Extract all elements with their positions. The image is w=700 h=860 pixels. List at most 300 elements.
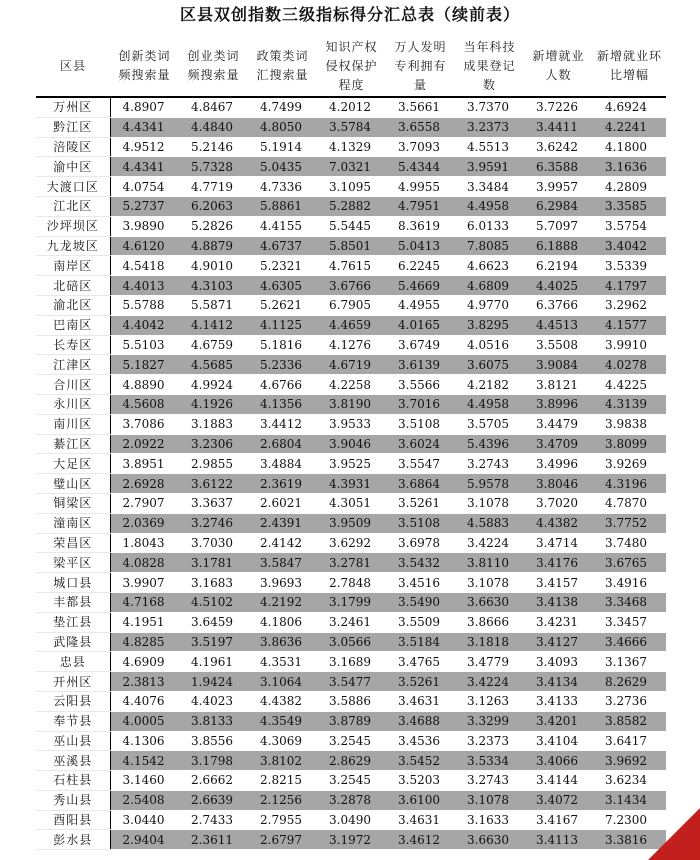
score-cell: 3.7480	[593, 533, 666, 553]
score-cell: 3.9910	[593, 335, 666, 355]
score-cell: 3.9693	[248, 573, 317, 593]
district-name-cell: 梁平区	[36, 553, 110, 573]
score-cell: 3.6100	[386, 790, 455, 810]
score-cell: 7.2300	[593, 810, 666, 830]
score-cell: 3.9907	[110, 573, 179, 593]
score-cell: 5.0435	[248, 157, 317, 177]
score-cell: 4.6305	[248, 276, 317, 296]
table-row	[36, 236, 666, 256]
table-row	[36, 632, 666, 652]
score-cell: 3.5477	[317, 672, 386, 692]
score-cell: 4.0165	[386, 315, 455, 335]
score-cell: 4.4155	[248, 216, 317, 236]
score-cell: 3.8046	[524, 474, 593, 494]
score-cell: 4.4013	[110, 276, 179, 296]
score-cell: 6.2984	[524, 196, 593, 216]
table-row	[36, 731, 666, 751]
score-cell: 3.2746	[179, 513, 248, 533]
score-cell: 3.9509	[317, 513, 386, 533]
score-cell: 3.5334	[455, 751, 524, 771]
score-cell: 3.5184	[386, 632, 455, 652]
district-name-cell: 大足区	[36, 454, 110, 474]
score-cell: 3.6558	[386, 117, 455, 137]
score-cell: 4.1329	[317, 137, 386, 157]
score-cell: 3.2545	[317, 771, 386, 791]
table-row	[36, 216, 666, 236]
table-row	[36, 454, 666, 474]
table-row	[36, 375, 666, 395]
score-cell: 4.7951	[386, 196, 455, 216]
table-row	[36, 612, 666, 632]
score-cell: 5.0413	[386, 236, 455, 256]
score-cell: 1.9424	[179, 672, 248, 692]
score-cell: 3.5661	[386, 97, 455, 117]
table-row	[36, 810, 666, 830]
header-patents-per-10k: 万人发明专利拥有量	[386, 36, 455, 97]
score-cell: 3.0490	[317, 810, 386, 830]
score-cell: 3.4127	[524, 632, 593, 652]
score-cell: 3.4412	[248, 414, 317, 434]
score-cell: 3.1263	[455, 691, 524, 711]
score-cell: 3.3299	[455, 711, 524, 731]
district-name-cell: 巫山县	[36, 731, 110, 751]
score-cell: 3.7093	[386, 137, 455, 157]
score-cell: 4.8907	[110, 97, 179, 117]
score-cell: 4.7168	[110, 592, 179, 612]
score-cell: 4.6120	[110, 236, 179, 256]
score-cell: 3.4104	[524, 731, 593, 751]
score-cell: 3.8582	[593, 711, 666, 731]
score-cell: 6.1888	[524, 236, 593, 256]
table-row	[36, 117, 666, 137]
score-cell: 3.2962	[593, 295, 666, 315]
district-name-cell: 綦江区	[36, 434, 110, 454]
score-cell: 4.3931	[317, 474, 386, 494]
table-row	[36, 414, 666, 434]
district-name-cell: 黔江区	[36, 117, 110, 137]
score-cell: 3.6075	[455, 355, 524, 375]
score-cell: 4.4513	[524, 315, 593, 335]
score-cell: 3.3816	[593, 830, 666, 850]
score-cell: 5.9578	[455, 474, 524, 494]
score-cell: 4.9955	[386, 177, 455, 197]
district-name-cell: 铜梁区	[36, 493, 110, 513]
score-cell: 4.9924	[179, 375, 248, 395]
score-cell: 5.2146	[179, 137, 248, 157]
score-cell: 8.3619	[386, 216, 455, 236]
table-row	[36, 751, 666, 771]
score-cell: 3.8666	[455, 612, 524, 632]
score-cell: 4.1577	[593, 315, 666, 335]
table-row	[36, 97, 666, 117]
table-row	[36, 691, 666, 711]
score-cell: 3.4093	[524, 652, 593, 672]
district-name-cell: 永川区	[36, 394, 110, 414]
score-cell: 4.4023	[179, 691, 248, 711]
score-cell: 3.6459	[179, 612, 248, 632]
score-cell: 3.5847	[248, 553, 317, 573]
score-cell: 3.4996	[524, 454, 593, 474]
district-name-cell: 潼南区	[36, 513, 110, 533]
score-cell: 3.8951	[110, 454, 179, 474]
score-table	[36, 36, 666, 850]
score-cell: 3.3457	[593, 612, 666, 632]
table-row	[36, 533, 666, 553]
score-cell: 3.1367	[593, 652, 666, 672]
score-cell: 4.4042	[110, 315, 179, 335]
score-cell: 2.7907	[110, 493, 179, 513]
score-cell: 4.6623	[455, 256, 524, 276]
score-cell: 4.4025	[524, 276, 593, 296]
score-cell: 3.5784	[317, 117, 386, 137]
score-cell: 5.2336	[248, 355, 317, 375]
score-cell: 3.9084	[524, 355, 593, 375]
score-cell: 4.8467	[179, 97, 248, 117]
score-cell: 3.5705	[455, 414, 524, 434]
table-header-row	[36, 36, 666, 97]
score-cell: 3.5261	[386, 672, 455, 692]
score-cell: 4.5102	[179, 592, 248, 612]
table-row	[36, 355, 666, 375]
score-cell: 4.2192	[248, 592, 317, 612]
score-cell: 2.5408	[110, 790, 179, 810]
score-cell: 3.5339	[593, 256, 666, 276]
score-cell: 3.4536	[386, 731, 455, 751]
table-row	[36, 711, 666, 731]
score-cell: 3.9046	[317, 434, 386, 454]
score-cell: 5.2737	[110, 196, 179, 216]
score-cell: 3.4709	[524, 434, 593, 454]
table-row	[36, 196, 666, 216]
table-row	[36, 137, 666, 157]
score-cell: 3.1781	[179, 553, 248, 573]
score-cell: 3.1095	[317, 177, 386, 197]
score-cell: 3.6139	[386, 355, 455, 375]
corner-decoration	[648, 808, 700, 860]
score-cell: 6.0133	[455, 216, 524, 236]
score-cell: 3.1460	[110, 771, 179, 791]
score-cell: 3.5197	[179, 632, 248, 652]
score-cell: 4.9770	[455, 295, 524, 315]
score-cell: 3.8295	[455, 315, 524, 335]
table-row	[36, 335, 666, 355]
score-cell: 3.4066	[524, 751, 593, 771]
score-cell: 3.5754	[593, 216, 666, 236]
score-cell: 6.3588	[524, 157, 593, 177]
table-row	[36, 256, 666, 276]
district-name-cell: 巴南区	[36, 315, 110, 335]
score-cell: 4.1800	[593, 137, 666, 157]
table-row	[36, 592, 666, 612]
district-name-cell: 涪陵区	[36, 137, 110, 157]
score-cell: 7.0321	[317, 157, 386, 177]
table-row	[36, 177, 666, 197]
score-cell: 3.4631	[386, 691, 455, 711]
table-row	[36, 394, 666, 414]
score-cell: 6.2245	[386, 256, 455, 276]
district-name-cell: 武隆县	[36, 632, 110, 652]
score-cell: 6.3766	[524, 295, 593, 315]
score-cell: 3.4144	[524, 771, 593, 791]
score-cell: 2.6639	[179, 790, 248, 810]
score-cell: 3.1689	[317, 652, 386, 672]
score-cell: 2.4391	[248, 513, 317, 533]
score-cell: 4.4659	[317, 315, 386, 335]
header-new-employment: 新增就业人数	[524, 36, 593, 97]
district-name-cell: 渝中区	[36, 157, 110, 177]
score-cell: 3.2373	[455, 117, 524, 137]
score-cell: 4.3103	[179, 276, 248, 296]
score-cell: 2.0922	[110, 434, 179, 454]
score-cell: 3.5508	[524, 335, 593, 355]
district-name-cell: 云阳县	[36, 691, 110, 711]
district-name-cell: 巫溪县	[36, 751, 110, 771]
score-cell: 4.6909	[110, 652, 179, 672]
score-cell: 8.2629	[593, 672, 666, 692]
score-table-container	[36, 36, 664, 850]
score-cell: 4.2809	[593, 177, 666, 197]
score-cell: 4.1306	[110, 731, 179, 751]
score-cell: 3.8636	[248, 632, 317, 652]
score-cell: 4.2258	[317, 375, 386, 395]
score-cell: 3.4612	[386, 830, 455, 850]
district-name-cell: 江津区	[36, 355, 110, 375]
score-cell: 4.6737	[248, 236, 317, 256]
table-row	[36, 771, 666, 791]
score-cell: 3.1434	[593, 790, 666, 810]
header-sci-tech-results: 当年科技成果登记数	[455, 36, 524, 97]
score-cell: 3.4516	[386, 573, 455, 593]
score-cell: 4.2182	[455, 375, 524, 395]
score-cell: 3.2373	[455, 731, 524, 751]
score-cell: 3.5566	[386, 375, 455, 395]
score-cell: 2.4142	[248, 533, 317, 553]
score-cell: 3.6024	[386, 434, 455, 454]
score-cell: 3.0440	[110, 810, 179, 830]
score-cell: 5.1816	[248, 335, 317, 355]
score-cell: 4.4958	[455, 196, 524, 216]
district-name-cell: 南岸区	[36, 256, 110, 276]
district-name-cell: 忠县	[36, 652, 110, 672]
table-row	[36, 790, 666, 810]
table-row	[36, 474, 666, 494]
score-cell: 3.2743	[455, 454, 524, 474]
score-cell: 4.0516	[455, 335, 524, 355]
score-cell: 3.6417	[593, 731, 666, 751]
score-cell: 3.4916	[593, 573, 666, 593]
score-cell: 4.2241	[593, 117, 666, 137]
table-row	[36, 513, 666, 533]
score-cell: 4.3069	[248, 731, 317, 751]
table-row	[36, 434, 666, 454]
score-cell: 3.1798	[179, 751, 248, 771]
score-cell: 5.4344	[386, 157, 455, 177]
score-cell: 5.5871	[179, 295, 248, 315]
table-row	[36, 276, 666, 296]
score-cell: 3.4231	[524, 612, 593, 632]
district-name-cell: 合川区	[36, 375, 110, 395]
score-cell: 3.1818	[455, 632, 524, 652]
score-cell: 3.6864	[386, 474, 455, 494]
header-policy-search: 政策类词汇搜索量	[248, 36, 317, 97]
score-cell: 4.1125	[248, 315, 317, 335]
score-cell: 5.2621	[248, 295, 317, 315]
score-cell: 3.2781	[317, 553, 386, 573]
score-cell: 4.3196	[593, 474, 666, 494]
score-cell: 4.6719	[317, 355, 386, 375]
score-cell: 5.2882	[317, 196, 386, 216]
district-name-cell: 垫江县	[36, 612, 110, 632]
score-cell: 2.7433	[179, 810, 248, 830]
score-cell: 3.6292	[317, 533, 386, 553]
score-cell: 4.2012	[317, 97, 386, 117]
score-cell: 3.1636	[593, 157, 666, 177]
score-cell: 3.8110	[455, 553, 524, 573]
score-cell: 4.6924	[593, 97, 666, 117]
score-cell: 3.5108	[386, 513, 455, 533]
score-cell: 3.6122	[179, 474, 248, 494]
district-name-cell: 沙坪坝区	[36, 216, 110, 236]
table-row	[36, 553, 666, 573]
score-cell: 2.8215	[248, 771, 317, 791]
score-cell: 4.3531	[248, 652, 317, 672]
score-cell: 3.1078	[455, 790, 524, 810]
score-cell: 3.9269	[593, 454, 666, 474]
score-cell: 2.8629	[317, 751, 386, 771]
score-cell: 4.4341	[110, 157, 179, 177]
score-cell: 5.7097	[524, 216, 593, 236]
score-cell: 3.1078	[455, 493, 524, 513]
score-cell: 4.8285	[110, 632, 179, 652]
header-district: 区县	[36, 36, 110, 97]
district-name-cell: 长寿区	[36, 335, 110, 355]
score-cell: 4.5883	[455, 513, 524, 533]
score-cell: 3.6766	[317, 276, 386, 296]
score-cell: 5.2321	[248, 256, 317, 276]
score-cell: 3.9957	[524, 177, 593, 197]
score-cell: 3.3585	[593, 196, 666, 216]
score-cell: 3.4666	[593, 632, 666, 652]
score-cell: 3.8190	[317, 394, 386, 414]
score-cell: 2.6662	[179, 771, 248, 791]
score-cell: 3.1078	[455, 573, 524, 593]
score-cell: 4.1797	[593, 276, 666, 296]
table-body	[36, 97, 666, 850]
score-cell: 4.7499	[248, 97, 317, 117]
score-cell: 2.1256	[248, 790, 317, 810]
score-cell: 3.4201	[524, 711, 593, 731]
district-name-cell: 奉节县	[36, 711, 110, 731]
score-cell: 3.7086	[110, 414, 179, 434]
district-name-cell: 璧山区	[36, 474, 110, 494]
score-cell: 3.7370	[455, 97, 524, 117]
score-cell: 4.0828	[110, 553, 179, 573]
score-cell: 3.8099	[593, 434, 666, 454]
score-cell: 4.4382	[524, 513, 593, 533]
score-cell: 3.8102	[248, 751, 317, 771]
score-cell: 2.6021	[248, 493, 317, 513]
score-cell: 5.5788	[110, 295, 179, 315]
score-cell: 4.1276	[317, 335, 386, 355]
score-cell: 3.0566	[317, 632, 386, 652]
score-cell: 5.8861	[248, 196, 317, 216]
score-cell: 3.4779	[455, 652, 524, 672]
score-cell: 4.4225	[593, 375, 666, 395]
score-cell: 6.2194	[524, 256, 593, 276]
score-cell: 3.9533	[317, 414, 386, 434]
score-cell: 4.4341	[110, 117, 179, 137]
district-name-cell: 城口县	[36, 573, 110, 593]
score-cell: 3.9525	[317, 454, 386, 474]
score-cell: 3.4631	[386, 810, 455, 830]
district-name-cell: 南川区	[36, 414, 110, 434]
score-cell: 4.4382	[248, 691, 317, 711]
score-cell: 6.2063	[179, 196, 248, 216]
score-cell: 3.2461	[317, 612, 386, 632]
score-cell: 3.4157	[524, 573, 593, 593]
score-cell: 5.7328	[179, 157, 248, 177]
table-row	[36, 493, 666, 513]
district-name-cell: 北碚区	[36, 276, 110, 296]
score-cell: 7.8085	[455, 236, 524, 256]
score-cell: 3.4884	[248, 454, 317, 474]
table-row	[36, 672, 666, 692]
district-name-cell: 大渡口区	[36, 177, 110, 197]
score-cell: 3.9591	[455, 157, 524, 177]
score-cell: 3.4113	[524, 830, 593, 850]
score-cell: 2.9404	[110, 830, 179, 850]
score-cell: 3.4224	[455, 672, 524, 692]
score-cell: 4.1356	[248, 394, 317, 414]
score-cell: 4.3051	[317, 493, 386, 513]
score-cell: 4.8890	[110, 375, 179, 395]
score-cell: 2.7955	[248, 810, 317, 830]
score-cell: 3.7020	[524, 493, 593, 513]
score-cell: 4.1961	[179, 652, 248, 672]
score-cell: 3.1683	[179, 573, 248, 593]
score-cell: 3.5886	[317, 691, 386, 711]
score-cell: 3.4765	[386, 652, 455, 672]
score-cell: 3.4688	[386, 711, 455, 731]
score-cell: 3.4133	[524, 691, 593, 711]
score-cell: 3.2743	[455, 771, 524, 791]
score-cell: 4.8879	[179, 236, 248, 256]
header-innovation-search: 创新类词频搜索量	[110, 36, 179, 97]
score-cell: 3.9692	[593, 751, 666, 771]
score-cell: 4.0278	[593, 355, 666, 375]
score-cell: 4.9010	[179, 256, 248, 276]
district-name-cell: 荣昌区	[36, 533, 110, 553]
score-cell: 4.7870	[593, 493, 666, 513]
score-cell: 2.3611	[179, 830, 248, 850]
score-cell: 3.5509	[386, 612, 455, 632]
page-title: 区县双创指数三级指标得分汇总表（续前表）	[179, 5, 520, 24]
score-cell: 2.6804	[248, 434, 317, 454]
district-name-cell: 万州区	[36, 97, 110, 117]
score-cell: 3.6234	[593, 771, 666, 791]
score-cell: 5.4396	[455, 434, 524, 454]
score-cell: 3.4714	[524, 533, 593, 553]
score-cell: 2.7848	[317, 573, 386, 593]
score-cell: 3.7030	[179, 533, 248, 553]
score-cell: 3.7226	[524, 97, 593, 117]
score-cell: 3.8556	[179, 731, 248, 751]
district-name-cell: 酉阳县	[36, 810, 110, 830]
score-cell: 3.3484	[455, 177, 524, 197]
score-cell: 2.0369	[110, 513, 179, 533]
score-cell: 3.6630	[455, 830, 524, 850]
table-row	[36, 830, 666, 850]
